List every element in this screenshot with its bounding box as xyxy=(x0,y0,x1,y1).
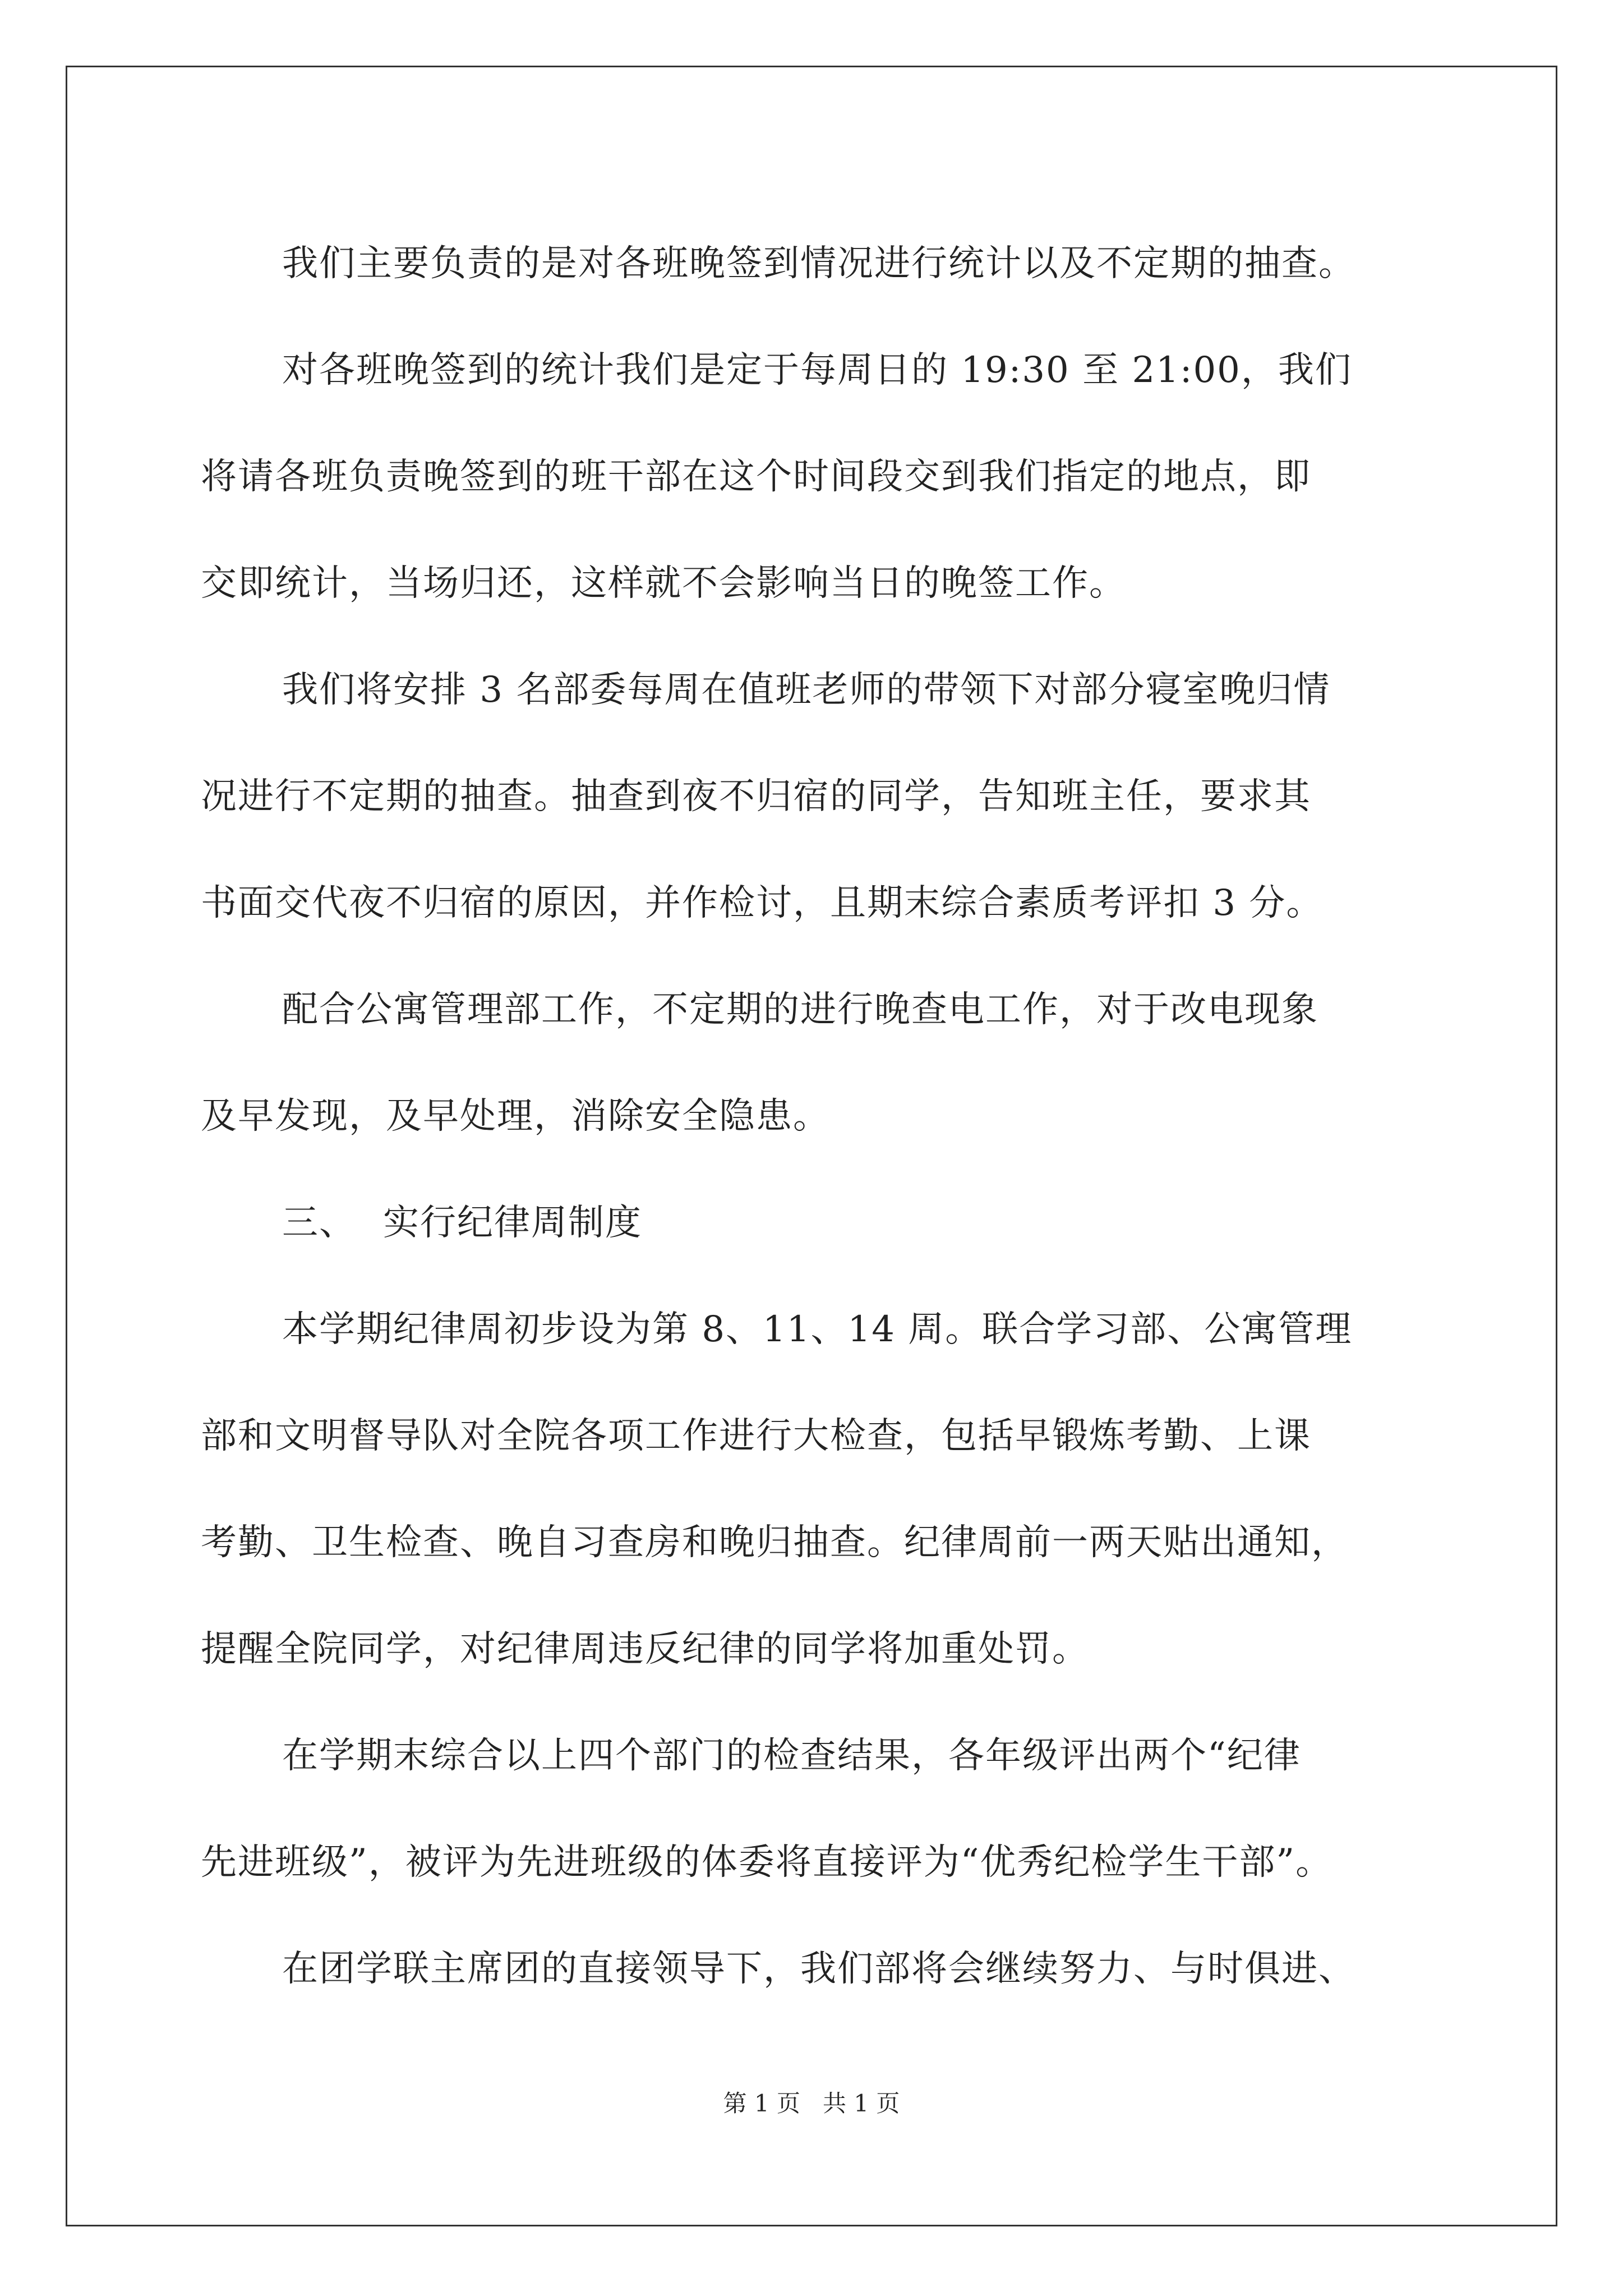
paragraph-line: 交即统计，当场归还，这样就不会影响当日的晚签工作。 xyxy=(201,563,1126,604)
paragraph-line: 在团学联主席团的直接领导下，我们部将会继续努力、与时俱进、 xyxy=(282,1948,1355,1990)
paragraph-line: 在学期末综合以上四个部门的检查结果，各年级评出两个“纪律 xyxy=(282,1735,1301,1777)
paragraph-line: 考勤、卫生检查、晚自习查房和晚归抽查。纪律周前一两天贴出通知， xyxy=(201,1522,1348,1563)
paragraph-line: 书面交代夜不归宿的原因，并作检讨，且期末综合素质考评扣 3 分。 xyxy=(201,882,1324,924)
paragraph-line: 况进行不定期的抽查。抽查到夜不归宿的同学，告知班主任，要求其 xyxy=(201,776,1311,817)
paragraph-line: 对各班晚签到的统计我们是定于每周日的 19:30 至 21:00，我们 xyxy=(282,349,1352,391)
paragraph-line: 我们主要负责的是对各班晚签到情况进行统计以及不定期的抽查。 xyxy=(282,243,1355,284)
paragraph-line: 我们将安排 3 名部委每周在值班老师的带领下对部分寝室晚归情 xyxy=(282,669,1331,711)
section-number: 三、 xyxy=(282,1202,356,1244)
paragraph-line: 将请各班负责晚签到的班干部在这个时间段交到我们指定的地点，即 xyxy=(201,456,1311,498)
document-body xyxy=(201,210,1457,2022)
paragraph-line: 先进班级”，被评为先进班级的体委将直接评为“优秀纪检学生干部”。 xyxy=(201,1842,1333,1883)
section-heading xyxy=(201,1170,1457,1276)
section-title: 实行纪律周制度 xyxy=(383,1202,642,1244)
page-number: 第 1 页 xyxy=(723,2090,800,2117)
paragraph-line: 及早发现，及早处理，消除安全隐患。 xyxy=(201,1096,830,1137)
paragraph-line: 提醒全院同学，对纪律周违反纪律的同学将加重处罚。 xyxy=(201,1628,1089,1670)
paragraph-line: 本学期纪律周初步设为第 8、11、14 周。联合学习部、公寓管理 xyxy=(282,1309,1353,1350)
page-footer xyxy=(0,2087,1623,2120)
paragraph-line: 部和文明督导队对全院各项工作进行大检查，包括早锻炼考勤、上课 xyxy=(201,1415,1311,1457)
paragraph-line: 配合公寓管理部工作，不定期的进行晚查电工作，对于改电现象 xyxy=(282,989,1318,1030)
page-count: 共 1 页 xyxy=(823,2090,900,2117)
